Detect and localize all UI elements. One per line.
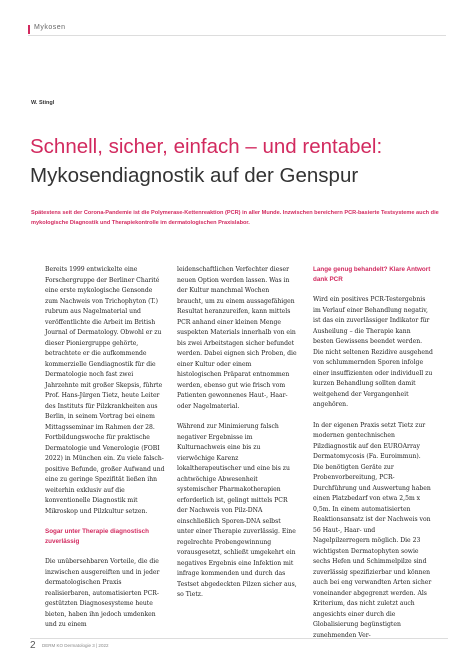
- page-footer: [30, 638, 448, 651]
- body-paragraph: In der eigenen Praxis setzt Tietz zur modernen gentechnischen Pilzdiagnostik auf den EUROArray Dermatomycosis (Fa. Euroimmun). Die benötigten Geräte zur Probenvorbereitung, PCR-Durchführung und Auswertung haben einen Platzbedarf von etwa 2,5m x 0,5m. In einem automatisierten Reaktionsansatz ist der Nachweis von 56 Haut-, Haar- und Nagelpilzerregern möglich. Die 23 wichtigsten Dermatophyten sowie sechs Hefen und Schimmelpilze sind zuverlässig spezifizierbar und können auch bei eng verwandten Arten sicher voneinander abgegrenzt werden. Als Kriterium, das nicht zuletzt auch angesichts einer durch die Globalisierung begünstigten zunehmenden Ver-: [313, 421, 432, 639]
- section-header: [28, 24, 446, 36]
- text-column-2: [177, 265, 297, 611]
- page-number: 2: [30, 640, 36, 651]
- section-marker: [28, 25, 30, 34]
- article-title: Schnell, sicher, einfach – und rentabel:: [30, 135, 383, 158]
- lead-paragraph: Spätestens seit der Corona-Pandemie ist die Polymerase-Kettenreaktion (PCR) in aller Munde. Inzwischen bereichern PCR-basierte Testsysteme auch die mykologische Diagnostik und Therapiekontrolle im dermatologischen Praxislabor.: [31, 210, 439, 226]
- article-subtitle: Mykosendiagnostik auf der Genspur: [30, 164, 359, 187]
- author: W. Stingl: [31, 100, 55, 106]
- body-paragraph: Die unübersehbaren Vorteile, die die inzwischen ausgereiften und in jeder dermatologischen Praxis realisierbaren, automatisierten PCR-gestützten Diagnosesysteme heute bieten, haben ihn jedoch umdenken und zu einem: [45, 558, 160, 628]
- subheading: Lange genug behandelt? Klare Antwort dank PCR: [313, 266, 431, 283]
- body-paragraph: Bereits 1999 entwickelte eine Forschergruppe der Berliner Charité eine erste mykologische Gensonde zum Nachweis von Trichophyton (T.) rubrum aus Nagelmaterial und veröffentlichte die Arbeit im British Journal of Dermatology. Obwohl er zu dieser Pioniergruppe gehörte, betrachtete er die aufkommende kommerzielle Gendiagnostik für die Dermatologie noch fast zwei Jahrzehnte mit großer Skepsis, führte Prof. Hans-Jürgen Tietz, heute Leiter des Instituts für Pilzkrankheiten aus Berlin, in seinem Vortrag bei einem Mittagsseminar im Rahmen der 28. Fortbildungswoche für praktische Dermatologie und Venerologie (FOBI 2022) in München ein. Zu viele falsch-positive Befunde, großer Aufwand und eine zu geringe Spezifität ließen ihn weiterhin exklusiv auf die konventionelle Diagnostik mit Mikroskop und Pilzkultur setzen.: [45, 266, 165, 515]
- subheading: Sogar unter Therapie diagnostisch zuverlässig: [45, 528, 149, 545]
- section-name: Mykosen: [34, 24, 66, 31]
- body-paragraph: Während zur Minimierung falsch negativer Ergebnisse im Kulturnachweis eine bis zu vierwöchige Karenz lokaltherapeutischer und eine bis zu achtwöchige Abwesenheit systemischer Pharmakotherapien erforderlich ist, gelingt mittels PCR der Nachweis von Pilz-DNA einschließlich Sporen-DNA selbst unter einer Therapie zuverlässig. Eine regelrechte Probengewinnung vorausgesetzt, schließt umgekehrt ein negatives Ergebnis eine Infektion mit infrage kommenden und durch das Testset abgedeckten Pilzen sicher aus, so Tietz.: [177, 423, 297, 598]
- body-paragraph: leidenschaftlichen Verfechter dieser neuen Option werden lassen. Was in der Kultur manchmal Wochen braucht, um zu einem aussagefähigen Resultat heranzureifen, kann mittels PCR anhand einer kleinen Menge suspekten Materials innerhalb von ein bis zwei Arbeitstagen sicher befundet werden. Dabei eignen sich Proben, die einer Kultur oder einem histologischen Präparat entnommen werden, ebenso gut wie frisch vom Patienten gewonnenes Haut-, Haar- oder Nagelmaterial.: [177, 266, 297, 410]
- text-column-1: [45, 265, 165, 641]
- journal-reference: DERM KO Dermatologie 3 | 2022: [42, 643, 109, 648]
- text-column-3: [313, 265, 433, 651]
- body-paragraph: Wird ein positives PCR-Testergebnis im Verlauf einer Behandlung negativ, ist das ein zuverlässiger Indikator für Ausheilung – die Therapie kann besten Gewissens beendet werden. Die nicht seltenen Rezidive ausgehend von schlummernden Sporen infolge einer insuffizienten oder individuell zu kurzen Behandlung sollten damit weitgehend der Vergangenheit angehören.: [313, 296, 433, 408]
